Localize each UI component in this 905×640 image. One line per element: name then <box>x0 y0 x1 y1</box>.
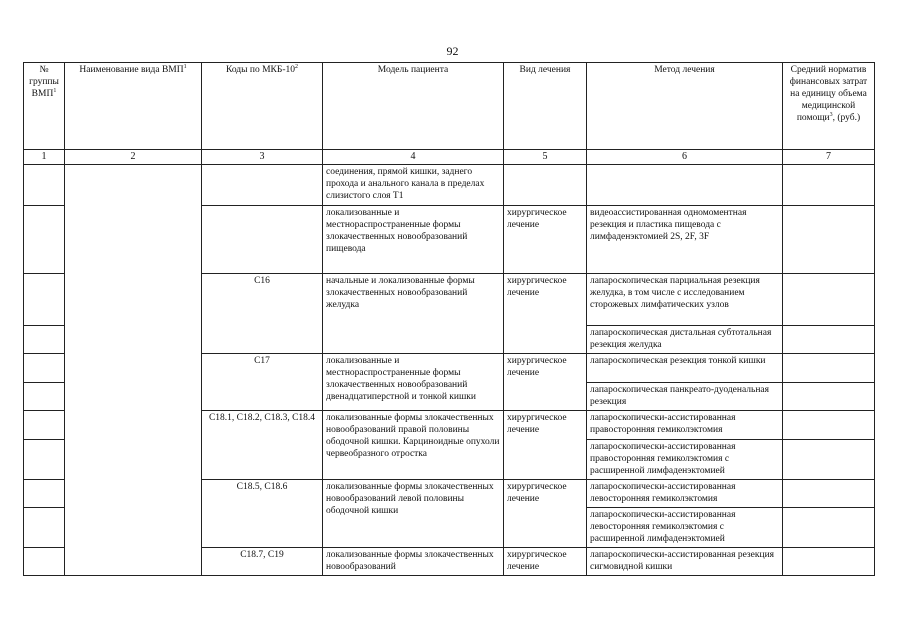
treatment-method-cell: лапароскопически-ассистированная правосторонняя гемиколэктомия с расширенной лимфаденэктомией <box>587 440 783 480</box>
treatment-method-cell: лапароскопическая резекция тонкой кишки <box>587 354 783 383</box>
treatment-method-cell: лапароскопическая дистальная субтотальная резекция желудка <box>587 326 783 354</box>
treatment-type-cell: хирургическое лечение <box>504 274 587 354</box>
treatment-method-cell: видеоассистированная одномоментная резекция и пластика пищевода с лимфаденэктомией 2S, 2F, 3F <box>587 206 783 274</box>
icd-code-cell: C17 <box>202 354 323 411</box>
table-row <box>24 165 875 206</box>
group-number-cell <box>24 383 65 411</box>
cost-norm-cell <box>783 274 875 326</box>
group-number-cell <box>24 354 65 383</box>
group-number-cell <box>24 274 65 326</box>
cost-norm-cell <box>783 354 875 383</box>
group-number-cell <box>24 411 65 440</box>
header-vmp-name: Наименование вида ВМП$^1$ <box>65 63 202 150</box>
icd-code-cell <box>202 206 323 274</box>
header-treatment-method: Метод лечения <box>587 63 783 150</box>
group-number-cell <box>24 548 65 576</box>
group-number-cell <box>24 165 65 206</box>
column-number: 1 <box>24 150 65 165</box>
treatment-method-cell: лапароскопическая парциальная резекция желудка, в том числе с исследованием сторожевых лимфатических узлов <box>587 274 783 326</box>
column-number: 5 <box>504 150 587 165</box>
treatment-type-cell: хирургическое лечение <box>504 206 587 274</box>
patient-model-cell: локализованные формы злокачественных новообразований <box>323 548 504 576</box>
treatment-type-cell: хирургическое лечение <box>504 354 587 411</box>
patient-model-cell: локализованные и местнораспространенные формы злокачественных новообразований двенадцатиперстной и тонкой кишки <box>323 354 504 411</box>
group-number-cell <box>24 440 65 480</box>
cost-norm-cell <box>783 206 875 274</box>
column-number: 3 <box>202 150 323 165</box>
patient-model-cell: начальные и локализованные формы злокачественных новообразований желудка <box>323 274 504 354</box>
cost-norm-cell <box>783 383 875 411</box>
header-group-number: № группы ВМП$^1$ <box>24 63 65 150</box>
icd-code-cell: C16 <box>202 274 323 354</box>
cost-norm-cell <box>783 548 875 576</box>
group-number-cell <box>24 206 65 274</box>
patient-model-cell: локализованные формы злокачественных новообразований левой половины ободочной кишки <box>323 480 504 548</box>
cost-norm-cell <box>783 165 875 206</box>
treatment-type-cell: хирургическое лечение <box>504 411 587 480</box>
header-treatment-type: Вид лечения <box>504 63 587 150</box>
treatment-type-cell <box>504 165 587 206</box>
treatment-method-cell: лапароскопическая панкреато-дуоденальная резекция <box>587 383 783 411</box>
header-cost-norm: Средний норматив финансовых затрат на единицу объема медицинской помощи$^3$, (руб.) <box>783 63 875 150</box>
icd-code-cell <box>202 165 323 206</box>
treatment-method-cell: лапароскопически-ассистированная левосторонняя гемиколэктомия с расширенной лимфаденэктомией <box>587 508 783 548</box>
column-number: 6 <box>587 150 783 165</box>
group-number-cell <box>24 326 65 354</box>
treatment-type-cell: хирургическое лечение <box>504 480 587 548</box>
cost-norm-cell <box>783 411 875 440</box>
icd-code-cell: C18.1, C18.2, C18.3, C18.4 <box>202 411 323 480</box>
column-number: 4 <box>323 150 504 165</box>
icd-code-cell: C18.5, C18.6 <box>202 480 323 548</box>
column-number: 7 <box>783 150 875 165</box>
column-number: 2 <box>65 150 202 165</box>
header-icd-codes: Коды по МКБ-$10^2$ <box>202 63 323 150</box>
treatment-method-cell: лапароскопически-ассистированная правосторонняя гемиколэктомия <box>587 411 783 440</box>
treatment-method-cell <box>587 165 783 206</box>
icd-code-cell: C18.7, C19 <box>202 548 323 576</box>
treatment-type-cell: хирургическое лечение <box>504 548 587 576</box>
treatment-method-cell: лапароскопически-ассистированная резекция сигмовидной кишки <box>587 548 783 576</box>
column-number-row <box>24 150 875 165</box>
vmp-table <box>23 62 875 576</box>
patient-model-cell: локализованные формы злокачественных новообразований правой половины ободочной кишки. Карциноидные опухоли червеобразного отростка <box>323 411 504 480</box>
patient-model-cell: соединения, прямой кишки, заднего прохода и анального канала в пределах слизистого слоя T1 <box>323 165 504 206</box>
treatment-method-cell: лапароскопически-ассистированная левосторонняя гемиколэктомия <box>587 480 783 508</box>
group-number-cell <box>24 480 65 508</box>
cost-norm-cell <box>783 508 875 548</box>
group-number-cell <box>24 508 65 548</box>
vmp-name-cell <box>65 165 202 576</box>
page-number: 92 <box>446 44 459 58</box>
table-header-row <box>24 63 875 150</box>
header-patient-model: Модель пациента <box>323 63 504 150</box>
cost-norm-cell <box>783 480 875 508</box>
cost-norm-cell <box>783 326 875 354</box>
patient-model-cell: локализованные и местнораспространенные формы злокачественных новообразований пищевода <box>323 206 504 274</box>
cost-norm-cell <box>783 440 875 480</box>
